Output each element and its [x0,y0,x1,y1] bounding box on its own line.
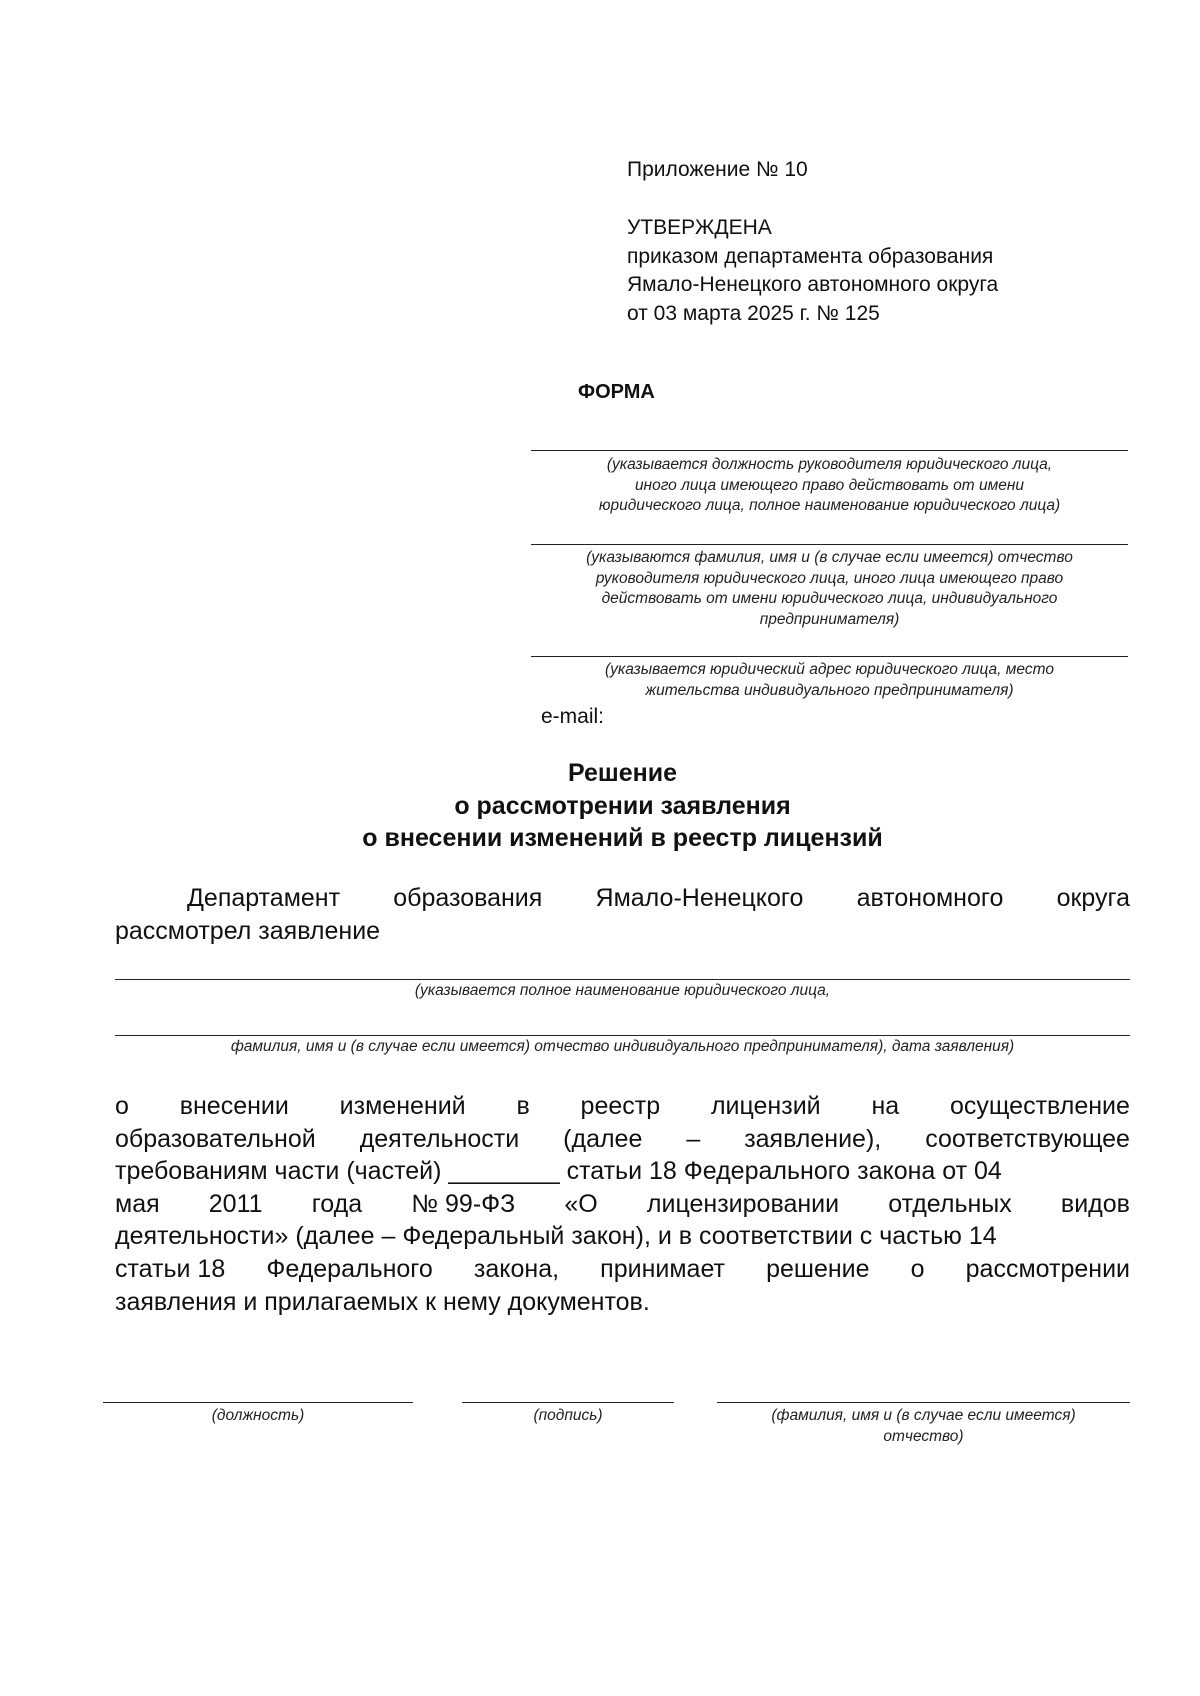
signature-position-line[interactable] [103,1402,413,1403]
applicant-name-line[interactable] [115,979,1130,980]
approval-line: УТВЕРЖДЕНА [627,216,772,239]
body-line-1: о внесении изменений в реестр лицензий на осуществление [115,1092,1130,1120]
intro-line-1: Департамент образования Ямало-Ненецкого автономного округа [187,884,1130,912]
approval-line: приказом департамента образования [627,244,994,268]
signature-sign-line[interactable] [462,1402,674,1403]
signature-position-hint: (должность) [211,1407,305,1424]
applicant-person-line[interactable] [115,1035,1130,1036]
body-line-6: статьи 18 Федерального закона, принимает решение о рассмотрении [115,1254,1130,1283]
signature-sign-hint: (подпись) [533,1407,603,1424]
body-line-3: требованиям части (частей) ________ статьи 18 Федерального закона от 04 [115,1157,1002,1186]
body-paragraph [115,1090,1130,1318]
approval-block [627,214,998,328]
addressee-position-line[interactable] [531,450,1128,451]
body-line-4: мая 2011 года № 99-ФЗ «О лицензировании отдельных видов [115,1189,1130,1218]
body-line-7: заявления и прилагаемых к нему документов. [115,1287,650,1316]
applicant-name-hint: (указывается полное наименование юридического лица, [414,982,831,999]
intro-line-2: рассмотрел заявление [115,916,381,945]
signature-name-line[interactable] [717,1402,1130,1403]
approval-line: от 03 марта 2025 г. № 125 [627,301,880,325]
body-line-2: образовательной деятельности (далее – заявление), соответствующее [115,1124,1130,1153]
form-label: ФОРМА [578,381,655,403]
intro-paragraph [115,882,1130,947]
addressee-address-hint: (указывается юридический адрес юридического лица, место жительства индивидуального предпринимателя) [605,661,1054,699]
addressee-name-hint: (указываются фамилия, имя и (в случае если имеется) отчество руководителя юридического лица, иного лица имеющего право действовать от имени юридического лица, индивидуального предпринимателя) [586,549,1073,628]
approval-line: Ямало-Ненецкого автономного округа [627,273,999,296]
addressee-name-line[interactable] [531,544,1128,545]
title-line: Решение [567,759,678,787]
applicant-person-hint: фамилия, имя и (в случае если имеется) отчество индивидуального предпринимателя), дата заявления) [230,1038,1015,1055]
body-line-5: деятельности» (далее – Федеральный закон), и в соответствии с частью 14 [115,1222,997,1251]
email-label: e-mail: [541,705,605,728]
title-line: о внесении изменений в реестр лицензий [362,824,883,852]
appendix-number: Приложение № 10 [627,158,808,181]
addressee-position-hint: (указывается должность руководителя юридического лица, иного лица имеющего право действовать от имени юридического лица, полное наименование юридического лица) [598,456,1061,514]
addressee-address-line[interactable] [531,656,1128,657]
title-line: о рассмотрении заявления [454,791,791,820]
document-title [0,757,1200,855]
signature-name-hint: (фамилия, имя и (в случае если имеется) отчество) [771,1407,1076,1445]
